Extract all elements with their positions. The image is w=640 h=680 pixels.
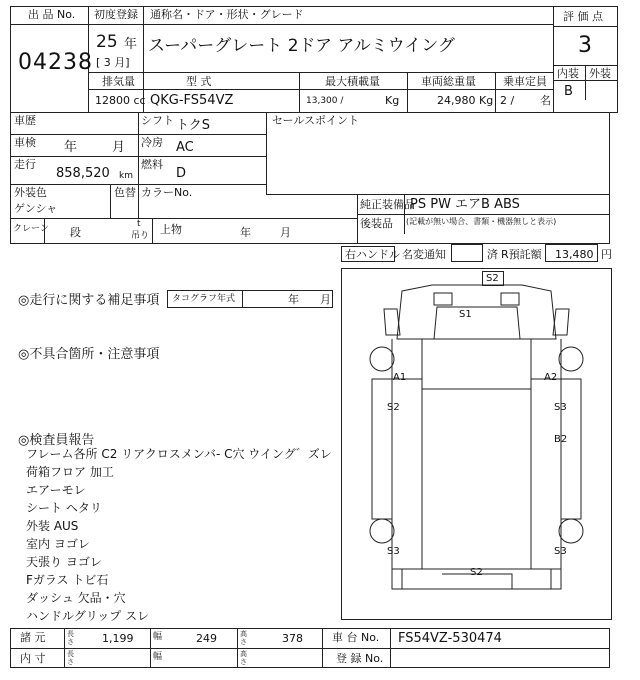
aftermarket-note: (記載が無い場合、書類・機器無しと表示) bbox=[406, 217, 557, 226]
inner-width-label: 幅 bbox=[153, 652, 163, 662]
name-change-label: 名変通知 bbox=[402, 248, 446, 261]
inspection-year: 年 bbox=[64, 140, 78, 155]
inner-dims-label: 内 寸 bbox=[20, 652, 46, 665]
fuel-value: D bbox=[176, 166, 187, 181]
damage-mark: A1 bbox=[393, 372, 407, 383]
color-label: 外装色 bbox=[14, 186, 47, 199]
first-registration-label: 初度登録 bbox=[94, 8, 138, 21]
height-value: 378 bbox=[282, 632, 303, 645]
rhd-label: 右ハンドル bbox=[345, 248, 400, 261]
report-line: Fガラス トビ石 bbox=[26, 573, 109, 587]
color-value: ゲンシャ bbox=[14, 202, 58, 215]
history-label: 車歴 bbox=[14, 114, 36, 127]
report-line: 天張り ヨゴレ bbox=[26, 555, 102, 569]
grade-label: 評 価 点 bbox=[563, 10, 603, 23]
mileage-label: 走行 bbox=[14, 158, 36, 171]
registration-month: [ 3 月] bbox=[96, 56, 130, 69]
registration-year: 25 bbox=[96, 32, 118, 52]
crane-stage: 段 bbox=[70, 226, 81, 239]
inspector-report-label: ◎検査員報告 bbox=[18, 433, 95, 448]
damage-mark: S3 bbox=[554, 402, 567, 413]
crane-lift: 吊り bbox=[131, 231, 150, 241]
recycle-unit: 円 bbox=[601, 248, 612, 261]
cooler-value: AC bbox=[176, 140, 194, 155]
exterior-grade-label: 外装 bbox=[589, 67, 611, 80]
report-line: シート ヘタリ bbox=[26, 501, 102, 515]
displacement-label: 排気量 bbox=[102, 75, 135, 88]
tachograph-label: タコグラフ年式 bbox=[172, 294, 236, 304]
equipment-label: 純正装備品 bbox=[360, 198, 415, 211]
inner-height-label: 高さ bbox=[240, 650, 247, 666]
defects-label: ◎不具合箇所・注意事項 bbox=[18, 347, 160, 362]
max-capacity-label: 最大積載量 bbox=[325, 75, 380, 88]
color-change-label: 色替 bbox=[114, 186, 136, 199]
report-line: エアーモレ bbox=[26, 483, 86, 497]
dims-label: 諸 元 bbox=[20, 631, 46, 644]
fuel-label: 燃料 bbox=[141, 158, 163, 171]
max-capacity: 13,300 / bbox=[306, 96, 344, 106]
width-value: 249 bbox=[196, 632, 217, 645]
seating-label: 乗車定員 bbox=[503, 75, 547, 88]
aftermarket-label: 後装品 bbox=[360, 217, 393, 230]
damage-mark: S2 bbox=[387, 402, 400, 413]
mileage-unit: km bbox=[119, 171, 133, 181]
report-line: フレーム各所 C2 リアクロスメンバ- C穴 ウイング゛ズレ bbox=[26, 447, 332, 461]
interior-grade: B bbox=[564, 84, 573, 99]
shift-label: シフト bbox=[141, 114, 174, 127]
report-line: 外装 AUS bbox=[26, 519, 79, 533]
width-label: 幅 bbox=[153, 632, 163, 642]
deposit-label: 済 bbox=[487, 248, 498, 261]
gross-weight-label: 車両総重量 bbox=[421, 75, 476, 88]
interior-grade-label: 内装 bbox=[557, 67, 579, 80]
lot-number: 04238 bbox=[18, 50, 93, 75]
crane-ton: t bbox=[137, 219, 141, 229]
damage-mark: S1 bbox=[459, 309, 472, 320]
crane-upper-label: 上物 bbox=[160, 223, 182, 236]
sales-point-label: セールスポイント bbox=[272, 114, 360, 127]
length-value: 1,199 bbox=[102, 632, 134, 645]
registration-number-label: 登 録 No. bbox=[336, 652, 384, 665]
inspection-label: 車検 bbox=[14, 136, 36, 149]
registration-year-unit: 年 bbox=[124, 37, 138, 52]
color-code-label: カラーNo. bbox=[141, 186, 193, 199]
shift-value: トクS bbox=[176, 118, 210, 133]
lot-number-label: 出 品 No. bbox=[28, 8, 76, 21]
overall-grade: 3 bbox=[578, 33, 592, 58]
length-label: 長さ bbox=[67, 630, 74, 646]
model-code: QKG-FS54VZ bbox=[150, 93, 234, 108]
report-line: 荷箱フロア 加工 bbox=[26, 465, 114, 479]
crane-label: クレーン bbox=[13, 224, 49, 234]
model-name: スーパーグレート 2ドア アルミウイング bbox=[148, 36, 455, 56]
crane-month: 月 bbox=[280, 226, 291, 239]
damage-mark: S2 bbox=[470, 567, 483, 578]
tachograph-month: 月 bbox=[320, 293, 331, 306]
name-change-box bbox=[451, 244, 483, 262]
tachograph-year: 年 bbox=[288, 293, 299, 306]
report-line: 室内 ヨゴレ bbox=[26, 537, 90, 551]
seating-unit: 名 bbox=[540, 94, 551, 107]
inspection-month: 月 bbox=[112, 140, 126, 155]
equipment-value: PS PW エアB ABS bbox=[410, 197, 520, 212]
recycle-label: R預託額 bbox=[501, 248, 542, 261]
damage-mark: S3 bbox=[554, 546, 567, 557]
damage-mark: B2 bbox=[554, 434, 568, 445]
damage-mark: S3 bbox=[387, 546, 400, 557]
gross-weight: 24,980 Kg bbox=[437, 94, 494, 107]
vin-label: 車 台 No. bbox=[332, 631, 380, 644]
mileage-value: 858,520 bbox=[56, 166, 110, 181]
height-label: 高さ bbox=[240, 630, 247, 646]
recycle-amount: 13,480 bbox=[555, 248, 594, 261]
model-name-label: 通称名・ドア・形状・グレード bbox=[150, 8, 304, 21]
cooler-label: 冷房 bbox=[141, 136, 163, 149]
model-code-label: 型 式 bbox=[186, 75, 212, 88]
seating: 2 / bbox=[500, 94, 515, 107]
report-line: ダッシュ 欠品・穴 bbox=[26, 591, 126, 605]
report-line: ハンドルグリップ スレ bbox=[26, 609, 150, 623]
damage-mark: A2 bbox=[544, 372, 558, 383]
vin-value: FS54VZ-530474 bbox=[398, 631, 502, 646]
inner-length-label: 長さ bbox=[67, 650, 74, 666]
damage-mark: S2 bbox=[486, 273, 499, 284]
driving-notes-label: ◎走行に関する補足事項 bbox=[18, 293, 160, 308]
inspector-report bbox=[26, 448, 332, 628]
max-capacity-unit: Kg bbox=[385, 94, 400, 107]
crane-year: 年 bbox=[240, 226, 251, 239]
damage-diagram bbox=[341, 268, 612, 620]
displacement: 12800 cc bbox=[95, 94, 146, 107]
